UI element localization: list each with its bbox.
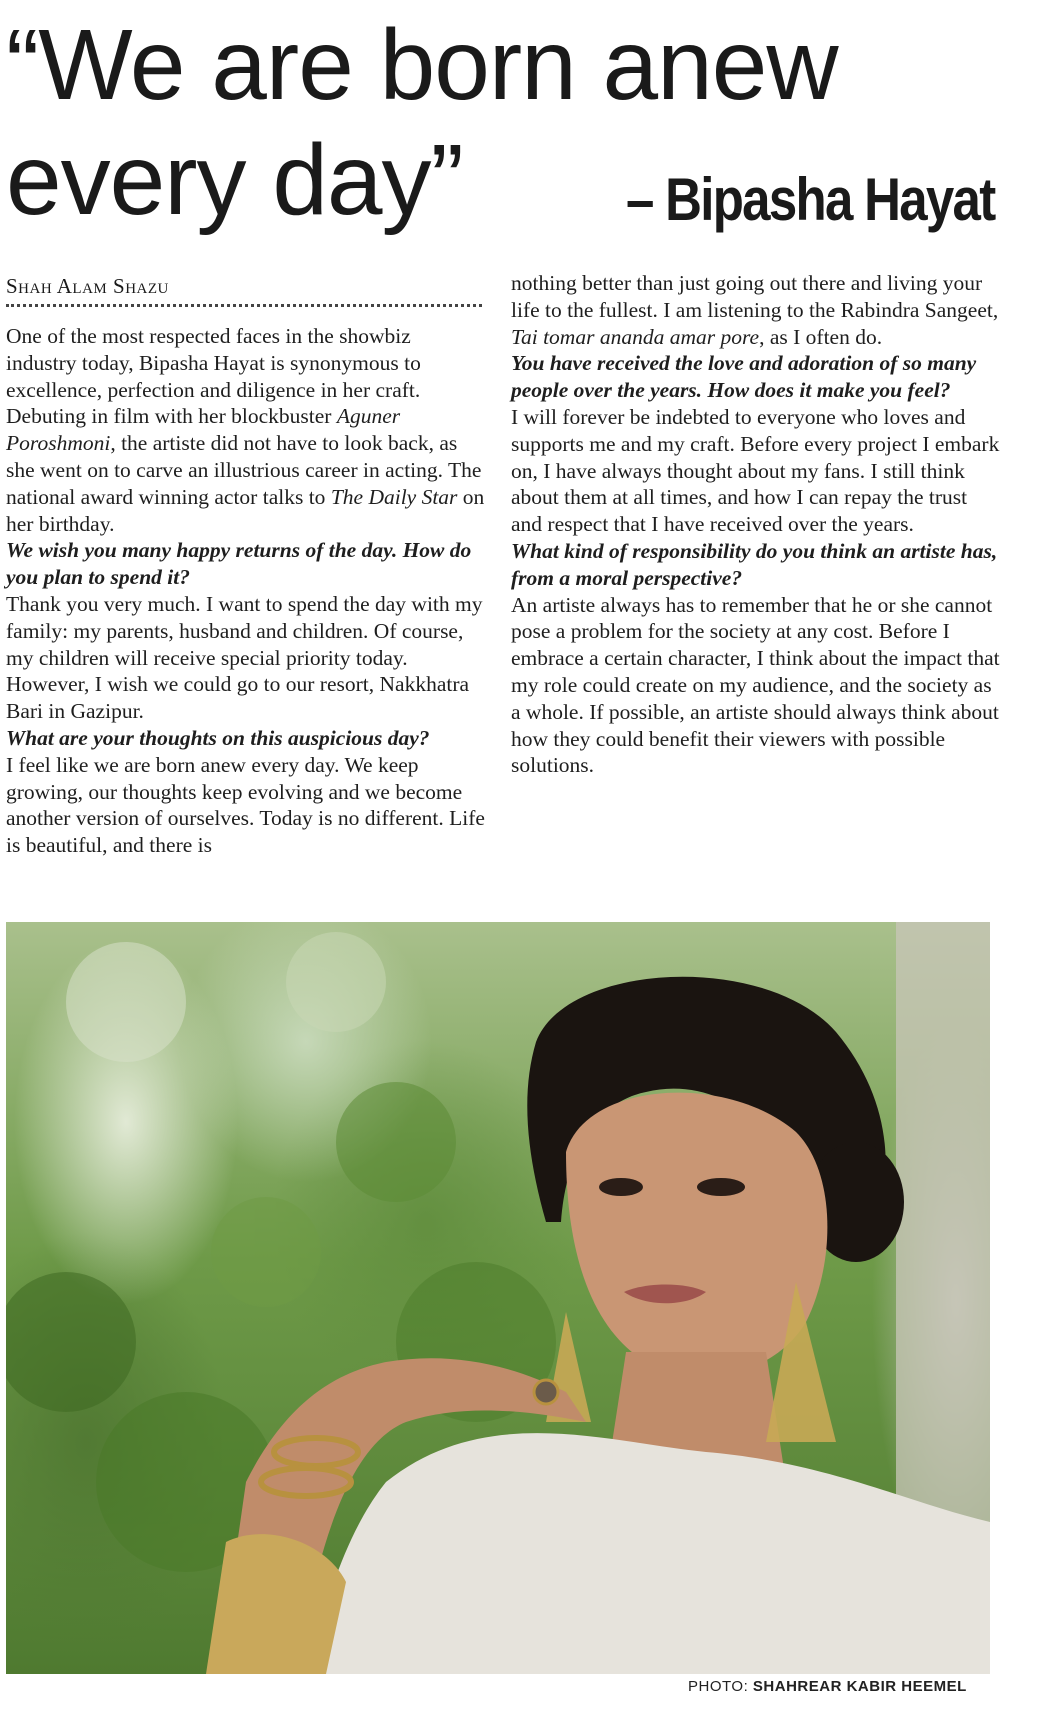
byline: Shah Alam Shazu (6, 274, 169, 298)
byline-divider (6, 304, 482, 307)
intro-text-3: on her birthday. (6, 484, 485, 536)
intro-text-1: One of the most respected faces in the showbiz industry today, Bipasha Hayat is synonymous to excellence, perfection and diligence in her craft. Debuting in film with her blockbuster (6, 324, 421, 429)
intro-text-2: , the artiste did not have to look back, as she went on to carve an illustrious career in acting. The national award winning actor talks to (6, 431, 482, 509)
newspaper-name: The Daily Star (330, 484, 458, 509)
question-1: We wish you many happy returns of the day. How do you plan to spend it? (6, 538, 472, 590)
answer-2-continued (511, 270, 1001, 350)
portrait-illustration (6, 922, 990, 1674)
headline-attribution: – Bipasha Hayat (626, 166, 995, 233)
answer-2-text: nothing better than just going out there and living your life to the fullest. I am listening to the Rabindra Sangeet, (511, 271, 999, 322)
answer-1: Thank you very much. I want to spend the day with my family: my parents, husband and children. Of course, my children will receive special priority today. However, I wish we could go to our resort, Nakkhatra Bari in Gazipur. (6, 591, 483, 724)
photographer-name: SHAHREAR KABIR HEEMEL (752, 1678, 967, 1695)
answer-2: I feel like we are born anew every day. We keep growing, our thoughts keep evolving and we become another version of ourselves. Today is no different. Life is beautiful, and there is (6, 752, 485, 858)
question-2: What are your thoughts on this auspicious day? (6, 725, 430, 750)
headline-line-1: “We are born anew (6, 9, 838, 121)
photo-credit (688, 1678, 967, 1695)
intro-paragraph (6, 323, 486, 537)
question-3: You have received the love and adoration of so many people over the years. How does it make you feel? (511, 351, 977, 403)
article-column-right (511, 270, 1001, 779)
answer-2-end: , as I often do. (759, 324, 883, 349)
portrait-photo (6, 922, 990, 1674)
answer-3: I will forever be indebted to everyone who loves and supports me and my craft. Before every project I embark on, I have always thought about my fans. I still think about them at all times, and how I can repay the trust and respect that I have received over the years. (511, 404, 1000, 537)
article-column-left (6, 323, 486, 859)
song-title: Tai tomar ananda amar pore (511, 324, 760, 349)
film-title: Aguner Poroshmoni (6, 404, 401, 456)
answer-4: An artiste always has to remember that he or she cannot pose a problem for the society at any cost. Before I embrace a certain character, I think about the impact that my role could create on my audience, and the society as a whole. If possible, an artiste should always think about how they could benefit their viewers with possible solutions. (511, 592, 1000, 778)
photo-credit-label: PHOTO: (688, 1678, 753, 1695)
headline-line-2: every day” (6, 124, 463, 236)
question-4: What kind of responsibility do you think an artiste has, from a moral perspective? (511, 538, 998, 590)
